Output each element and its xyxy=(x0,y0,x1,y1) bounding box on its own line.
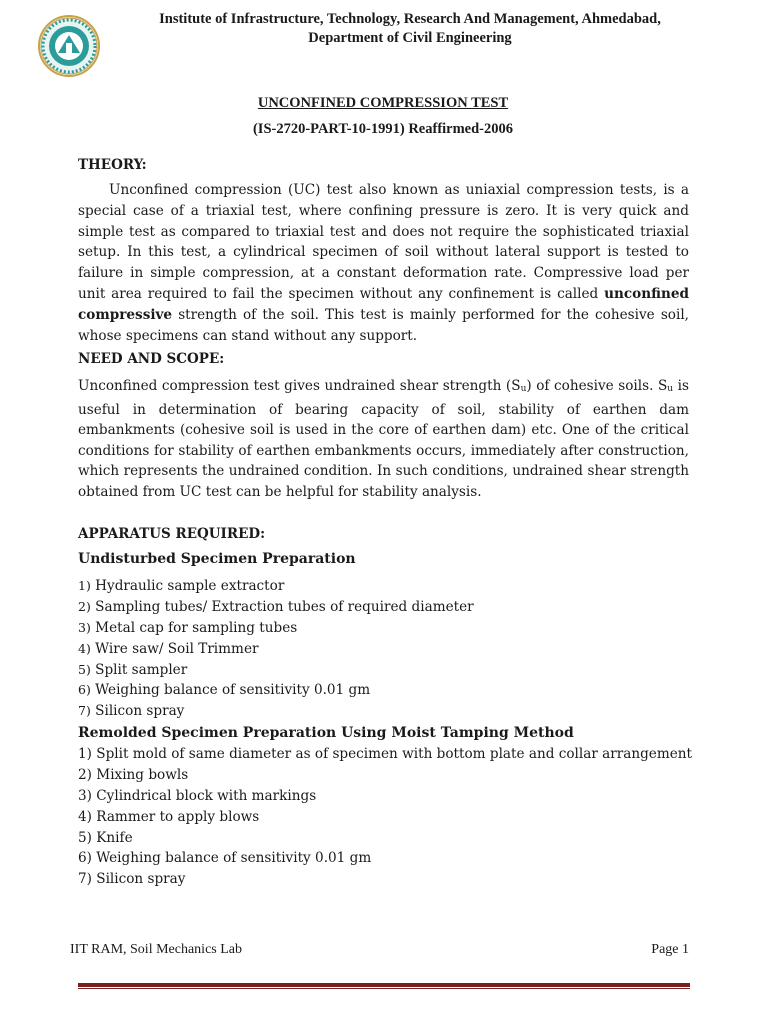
remolded-heading: Remolded Specimen Preparation Using Moist Tamping Method xyxy=(78,725,574,741)
need-scope-heading: NEED AND SCOPE: xyxy=(78,351,225,367)
list-item xyxy=(78,576,474,597)
item-text: Weighing balance of sensitivity 0.01 gm xyxy=(95,682,371,699)
theory-heading: THEORY: xyxy=(78,157,147,173)
list-item xyxy=(78,618,474,639)
list-item xyxy=(78,639,474,660)
item-text: Hydraulic sample extractor xyxy=(95,578,285,594)
item-text: Sampling tubes/ Extraction tubes of required diameter xyxy=(95,598,474,615)
need-text-2: ) of cohesive soils. S xyxy=(526,378,668,394)
need-scope-paragraph xyxy=(78,376,689,502)
list-item: 7) Silicon spray xyxy=(78,871,186,888)
item-text: Metal cap for sampling tubes xyxy=(95,619,298,636)
list-item: 6) Weighing balance of sensitivity 0.01 gm xyxy=(78,850,372,867)
header-institute: Institute of Infrastructure, Technology, Research And Management, Ahmedabad, xyxy=(159,11,661,27)
footer-divider xyxy=(78,983,690,987)
item-text: Split sampler xyxy=(95,661,188,678)
footer-page-number: Page 1 xyxy=(651,942,689,957)
undisturbed-heading: Undisturbed Specimen Preparation xyxy=(78,551,356,567)
document-title: UNCONFINED COMPRESSION TEST xyxy=(257,95,509,111)
item-number: 1) xyxy=(78,578,91,593)
subscript-u: u xyxy=(520,384,527,394)
theory-bold-term: unconfined compressive xyxy=(78,285,689,323)
list-item: 3) Cylindrical block with markings xyxy=(78,787,317,804)
footer-divider-thin xyxy=(78,988,690,989)
item-number: 3) xyxy=(78,619,91,635)
apparatus-heading: APPARATUS REQUIRED: xyxy=(78,526,266,542)
list-item xyxy=(78,660,474,681)
item-number: 6) xyxy=(78,682,91,698)
list-item: 1) Split mold of same diameter as of specimen with bottom plate and collar arrangement xyxy=(78,746,693,762)
document-subtitle: (IS-2720-PART-10-1991) Reaffirmed-2006 xyxy=(252,121,514,137)
item-number: 2) xyxy=(78,598,91,614)
footer-lab-name: IIT RAM, Soil Mechanics Lab xyxy=(70,942,242,957)
undisturbed-list xyxy=(78,576,474,722)
list-item xyxy=(78,597,474,618)
list-item: 2) Mixing bowls xyxy=(78,766,189,783)
theory-text-end: strength of the soil. This test is mainly performed for the cohesive soil, whose specimens can stand without any support. xyxy=(78,306,689,344)
theory-paragraph xyxy=(78,180,689,346)
header-department: Department of Civil Engineering xyxy=(308,30,512,46)
subscript-u: u xyxy=(667,384,674,394)
list-item xyxy=(78,701,474,722)
item-number: 4) xyxy=(78,640,91,656)
list-item: 4) Rammer to apply blows xyxy=(78,808,260,825)
item-text: Wire saw/ Soil Trimmer xyxy=(95,640,259,657)
item-number: 5) xyxy=(78,661,91,677)
list-item xyxy=(78,680,474,701)
item-text: Silicon spray xyxy=(95,703,185,720)
remolded-list xyxy=(78,744,692,890)
list-item: 5) Knife xyxy=(78,829,133,846)
need-text-3: is useful in determination of bearing capacity of soil, stability of earthen dam embankments (cohesive soil is used in the core of earthen dam) etc. One of the critical conditions for stability of earthen embankments occurs, immediately after construction, which represents the undrained condition. In such conditions, undrained shear strength obtained from UC test can be helpful for stability analysis. xyxy=(78,378,689,500)
item-number: 7) xyxy=(78,703,91,719)
need-text-1: Unconfined compression test gives undrained shear strength (S xyxy=(78,378,521,394)
institute-logo xyxy=(38,15,100,77)
theory-text: Unconfined compression (UC) test also known as uniaxial compression tests, is a special case of a triaxial test, where confining pressure is zero. It is very quick and simple test as compared to triaxial test and does not require the sophisticated triaxial setup. In this test, a cylindrical specimen of soil without lateral support is tested to failure in simple compression, at a constant deformation rate. Compressive load per unit area required to fail the specimen without any confinement is called xyxy=(78,182,689,302)
